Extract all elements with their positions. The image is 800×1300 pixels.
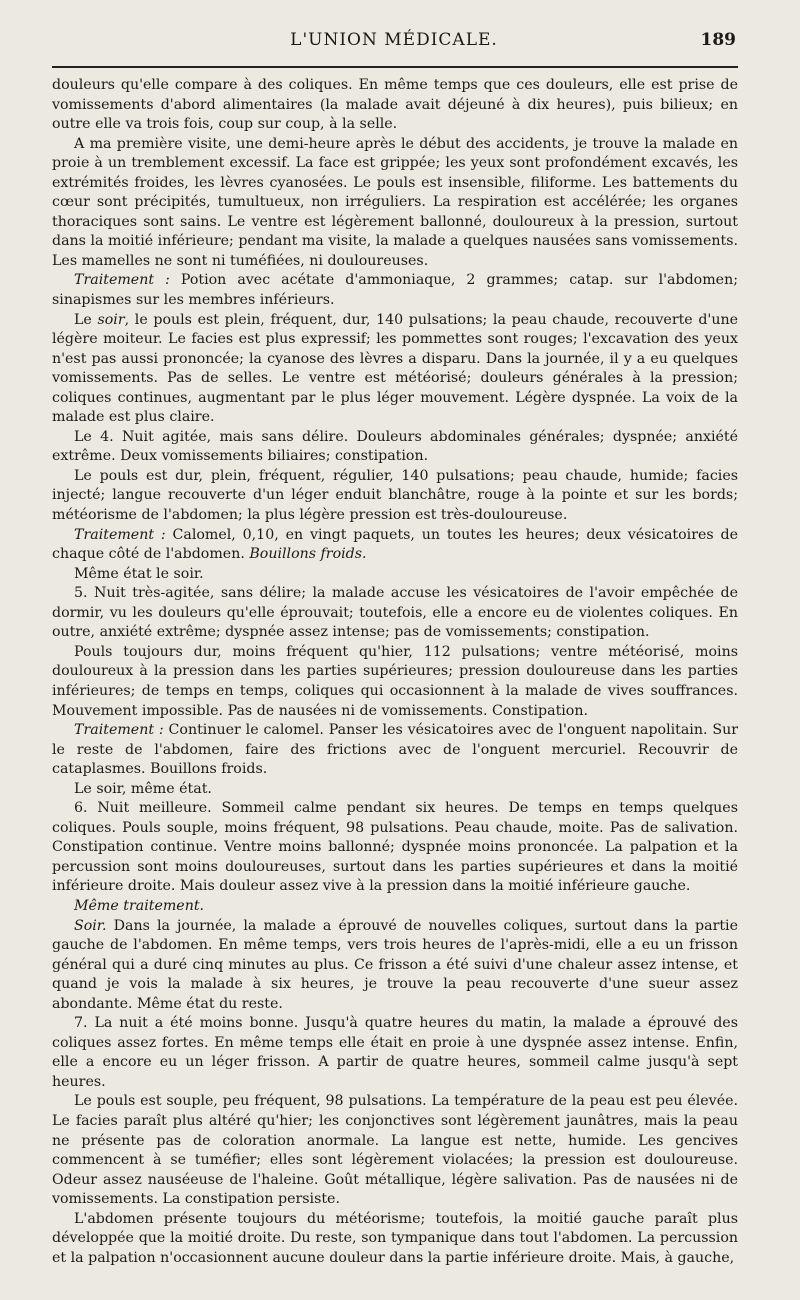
paragraph-text: Le soir, même état. [74,780,212,797]
paragraph-text: Potion avec acétate d'ammoniaque, 2 grammes; catap. sur l'abdomen; sinapismes sur les membres inférieurs. [52,272,738,309]
paragraph-text: 6. Nuit meilleure. Sommeil calme pendant six heures. De temps en temps quelques coliques. Pouls souple, moins fréquent, 98 pulsations. Peau chaude, moite. Pas de salivation. Constipation continue. Ventre moins ballonné; dyspnée moins prononcée. La palpation et la percussion sont moins douloureuses, surtout dans les parties supérieures et dans la moitié inférieure droite. Mais douleur assez vive à la pression dans la moitié inférieure gauche. [52,800,738,895]
paragraph-text: Calomel, 0,10, en vingt paquets, un toutes les heures; deux vésicatoires de chaque côté de l'abdomen. [52,526,738,563]
paragraph [52,584,738,643]
paragraph [52,1092,738,1209]
paragraph-text: Pouls toujours dur, moins fréquent qu'hier, 112 pulsations; ventre météorisé, moins douloureux à la pression dans les parties supérieures; pression douloureuse dans les parties inférieures; de temps en temps, coliques qui occasionnent à la malade de vives souffrances. Mouvement impossible. Pas de nausées ni de vomissements. Constipation. [52,643,738,719]
paragraph-text: Le [74,311,98,328]
italic-text: Traitement : [74,526,166,543]
paragraph [52,271,738,310]
header-rule [52,66,738,68]
paragraph-text: L'abdomen présente toujours du météorisme; toutefois, la moitié gauche paraît plus développée que la moitié droite. Du reste, son tympanique dans tout l'abdomen. La percussion et la palpation n'occasionnent aucune douleur dans la partie inférieure droite. Mais, à gauche, [52,1210,738,1266]
paragraph [52,780,738,800]
paragraph-text: Le 4. Nuit agitée, mais sans délire. Douleurs abdominales générales; dyspnée; anxiété extrême. Deux vomissements biliaires; constipation. [52,428,738,465]
page-header [52,30,736,64]
paragraph [52,467,738,526]
paragraph-text: , le pouls est plein, fréquent, dur, 140 pulsations; la peau chaude, recouverte d'une légère moiteur. Le facies est plus expressif; les pommettes sont rouges; l'excavation des yeux n'est pas aussi prononcée; la cyanose des lèvres a disparu. Dans la journée, il y a eu quelques vomissements. Pas de selles. Le ventre est météorisé; douleurs générales à la pression; coliques continues, augmentant par le plus léger mouvement. Légère dyspnée. La voix de la malade est plus claire. [52,311,738,426]
paragraph-text: A ma première visite, une demi-heure après le début des accidents, je trouve la malade en proie à un tremblement excessif. La face est grippée; les yeux sont profondément excavés, les extrémités froides, les lèvres cyanosées. Le pouls est insensible, filiforme. Les battements du cœur sont précipités, tumultueux, non irréguliers. La respiration est accélérée; les organes thoraciques sont sains. Le ventre est légèrement ballonné, douloureux à la pression, surtout dans la moitié inférieure; pendant ma visite, la malade a quelques nausées sans vomissements. Les mamelles ne sont ni tuméfiées, ni douloureuses. [52,135,738,269]
paragraph-text: douleurs qu'elle compare à des coliques. En même temps que ces douleurs, elle est prise de vomissements d'abord alimentaires (la malade avait déjeuné à dix heures), puis bilieux; en outre elle va trois fois, coup sur coup, à la selle. [52,77,738,133]
paragraph [52,565,738,585]
paragraph-text: 7. La nuit a été moins bonne. Jusqu'à quatre heures du matin, la malade a éprouvé des coliques assez fortes. En même temps elle était en proie à une dyspnée assez intense. Enfin, elle a encore eu un léger frisson. A partir de quatre heures, sommeil calme jusqu'à sept heures. [52,1015,738,1090]
italic-text: Traitement : [74,272,170,289]
paragraph [52,428,738,467]
paragraph [52,1210,738,1269]
body-text [52,76,738,1268]
paragraph [52,799,738,897]
paragraph-text: Le pouls est souple, peu fréquent, 98 pulsations. La température de la peau est peu élevée. Le facies paraît plus altéré qu'hier; les conjonctives sont légèrement jaunâtres, mais la peau ne présente pas de coloration anormale. La langue est nette, humide. Les gencives commencent à se tuméfier; elles sont légèrement violacées; la pression est douloureuse. Odeur assez nauséeuse de l'haleine. Goût métallique, légère salivation. Pas de nausées ni de vomissements. La constipation persiste. [52,1093,738,1208]
paragraph [52,643,738,721]
italic-text: soir [97,311,125,328]
italic-text: Traitement : [74,722,164,739]
paragraph [52,135,738,272]
paragraph [52,917,738,1015]
paragraph [52,721,738,780]
paragraph-text: Même état le soir. [74,565,204,582]
page-number: 189 [700,30,736,50]
paragraph-text: 5. Nuit très-agitée, sans délire; la malade accuse les vésicatoires de l'avoir empêchée de dormir, vu les douleurs qu'elle éprouvait; toutefois, elle a encore eu de violentes coliques. En outre, anxiété extrême; dyspnée assez intense; pas de vomissements; constipation. [52,585,738,641]
paragraph [52,311,738,428]
paragraph-text: Le pouls est dur, plein, fréquent, régulier, 140 pulsations; peau chaude, humide; facies injecté; langue recouverte d'un léger enduit blanchâtre, rouge à la pointe et sur les bords; météorisme de l'abdomen; la plus légère pression est très-douloureuse. [52,467,738,524]
paragraph [52,897,738,917]
italic-text: Bouillons froids. [249,546,367,563]
paragraph-text: Dans la journée, la malade a éprouvé de nouvelles coliques, surtout dans la partie gauche de l'abdomen. En même temps, vers trois heures de l'après-midi, elle a eu un frisson général qui a duré cinq minutes au plus. Ce frisson a été suivi d'une chaleur assez intense, et quand je vois la malade à six heures, je trouve la peau recouverte d'une sueur assez abondante. Même état du reste. [52,917,738,1012]
running-title: L'UNION MÉDICALE. [290,30,498,50]
paragraph [52,526,738,565]
paragraph [52,1014,738,1092]
italic-text: Même traitement. [74,897,205,914]
paragraph [52,76,738,135]
paragraph-text: Continuer le calomel. Panser les vésicatoires avec de l'onguent napolitain. Sur le reste de l'abdomen, faire des frictions avec de l'onguent mercuriel. Recouvrir de cataplasmes. Bouillons froids. [52,722,738,778]
italic-text: Soir. [74,917,107,934]
